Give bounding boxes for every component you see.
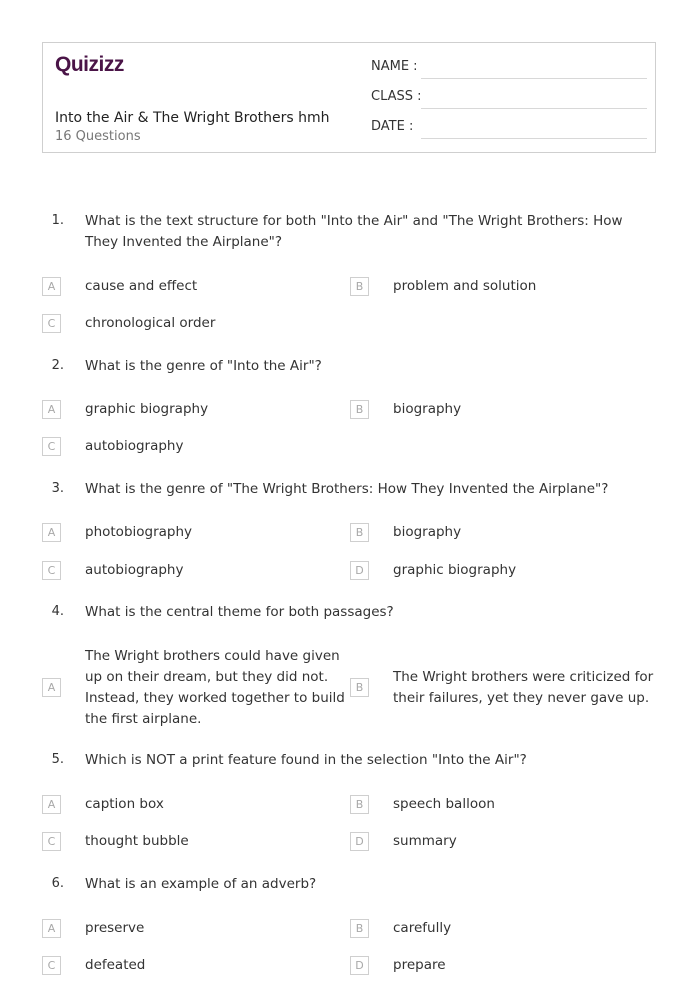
name-line — [421, 78, 647, 79]
option-letter-box: A — [42, 523, 61, 542]
option-letter-box: B — [350, 795, 369, 814]
option-text: photobiography — [85, 524, 193, 540]
option-text: The Wright brothers were criticized for their failures, yet they never gave up. — [393, 669, 654, 706]
question-text: What is the text structure for both "Into the Air" and "The Wright Brothers: How They Invented the Airplane"? — [85, 213, 623, 250]
question-number: 6. — [51, 876, 64, 891]
option-text: autobiography — [85, 438, 184, 454]
quizizz-logo: Quizizz — [55, 53, 124, 76]
option-text: speech balloon — [393, 796, 495, 812]
date-line — [421, 138, 647, 139]
option-text: problem and solution — [393, 278, 537, 294]
worksheet-header — [42, 42, 656, 153]
name-label: NAME : — [371, 59, 418, 74]
option-text: defeated — [85, 957, 146, 973]
date-field[interactable] — [371, 119, 647, 139]
question-number: 1. — [51, 213, 64, 228]
option-text: carefully — [393, 920, 452, 936]
question-text: What is the genre of "The Wright Brothers: How They Invented the Airplane"? — [85, 481, 609, 497]
option-text: chronological order — [85, 315, 216, 331]
option-letter-box: B — [350, 400, 369, 419]
option-text: caption box — [85, 796, 164, 812]
option-letter-box: B — [350, 523, 369, 542]
question-text: What is the genre of "Into the Air"? — [85, 358, 322, 374]
question-number: 2. — [51, 358, 64, 373]
option-letter-box: C — [42, 314, 61, 333]
name-field[interactable] — [371, 59, 647, 79]
option-letter-box: D — [350, 832, 369, 851]
question-text: What is the central theme for both passages? — [85, 604, 394, 620]
option-letter-box: A — [42, 919, 61, 938]
class-label: CLASS : — [371, 89, 422, 104]
option-letter-box: D — [350, 561, 369, 580]
option-letter-box: C — [42, 956, 61, 975]
option-letter-box: B — [350, 678, 369, 697]
option-text: biography — [393, 401, 462, 417]
option-letter-box: C — [42, 832, 61, 851]
option-text: thought bubble — [85, 833, 189, 849]
worksheet-title: Into the Air & The Wright Brothers hmh — [55, 110, 330, 126]
date-label: DATE : — [371, 119, 414, 134]
option-text: graphic biography — [393, 562, 517, 578]
question-count: 16 Questions — [55, 129, 141, 144]
question-text: What is an example of an adverb? — [85, 876, 317, 892]
option-text: cause and effect — [85, 278, 198, 294]
question-number: 5. — [51, 752, 64, 767]
option-text: autobiography — [85, 562, 184, 578]
option-text: graphic biography — [85, 401, 209, 417]
option-text: biography — [393, 524, 462, 540]
class-field[interactable] — [371, 89, 647, 109]
class-line — [421, 108, 647, 109]
option-text: prepare — [393, 957, 446, 973]
option-letter-box: B — [350, 919, 369, 938]
option-letter-box: A — [42, 277, 61, 296]
option-text: The Wright brothers could have given up on their dream, but they did not. Instead, they worked together to build the first airplane. — [85, 648, 345, 727]
question-number: 4. — [51, 604, 64, 619]
option-letter-box: A — [42, 795, 61, 814]
question-number: 3. — [51, 481, 64, 496]
question-text: Which is NOT a print feature found in the selection "Into the Air"? — [85, 752, 527, 768]
option-letter-box: A — [42, 400, 61, 419]
option-text: summary — [393, 833, 457, 849]
option-letter-box: C — [42, 561, 61, 580]
option-letter-box: A — [42, 678, 61, 697]
option-letter-box: D — [350, 956, 369, 975]
option-letter-box: C — [42, 437, 61, 456]
option-text: preserve — [85, 920, 145, 936]
option-letter-box: B — [350, 277, 369, 296]
